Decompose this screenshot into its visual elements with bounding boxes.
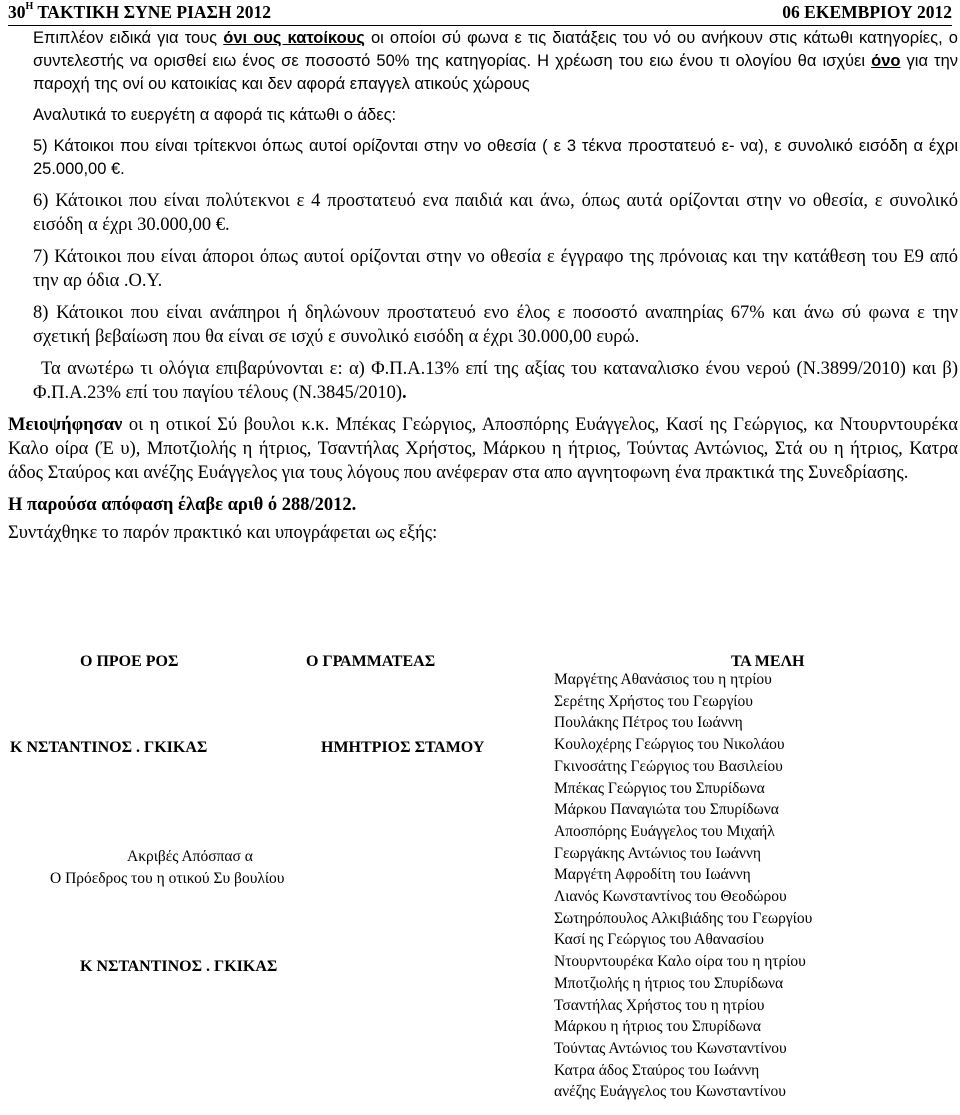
secretary-title: Ο ΓΡΑΜΜΑΤΕΑΣ <box>306 653 436 670</box>
member-name: Τούντας Αντώνιος του Κωνσταντίνου <box>554 1039 787 1057</box>
charges-end: . <box>402 383 407 403</box>
intro-text-3: για την παροχή της ονί ου κατοικίας και δεν αφορά επαγγελ ατικούς χώρους <box>33 52 958 93</box>
member-name: Μαργέτη Αφροδίτη του Ιωάννη <box>554 866 751 884</box>
member-name: ανέζης Ευάγγελος του Κωνσταντίνου <box>554 1083 786 1101</box>
minority-paragraph <box>8 413 958 485</box>
member-name: Μποτζιολής η ήτριος του Σπυρίδωνα <box>554 974 784 992</box>
minority-text: οι η οτικοί Σύ βουλοι κ.κ. Μπέκας Γεώργιος, Αποσπόρης Ευάγγελος, Κασί ης Γεώργιος, κα Ντουρντουρέκα Καλο οίρα (Έ υ), Μποτζιολής η ήτριος, Τσαντήλας Χρήστος, Μάρκου η ήτριος, Τούντας Αντώνιος, Στά ου η ήτριος, Κατρα άδος Σταύρος και ανέζης Ευάγγελος για τους λόγους που ανέφεραν στα απο αγνητοφωνη ένα πρακτικά της Συνεδρίασης. <box>8 415 958 483</box>
member-name: Μαργέτης Αθανάσιος του η ητρίου <box>554 671 772 688</box>
member-name: Πουλάκης Πέτρος του Ιωάννη <box>554 714 743 732</box>
decision-number: Η παρούσα απόφαση έλαβε αριθ ό 288/2012. <box>8 495 357 515</box>
members-title: ΤΑ ΜΕΛΗ <box>731 653 805 670</box>
intro-emphasis-2: όνο <box>871 52 901 70</box>
header-divider <box>8 25 952 26</box>
analytic-line: Αναλυτικά το ευεργέτη α αφορά τις κάτωθι ο άδες: <box>33 106 397 124</box>
session-label: ΤΑΚΤΙΚΗ ΣΥΝΕ ΡΙΑΣΗ 2012 <box>33 2 271 22</box>
member-name: Κασί ης Γεώργιος του Αθανασίου <box>554 931 764 949</box>
member-name: Λιανός Κωνσταντίνος του Θεοδώρου <box>554 888 787 906</box>
session-number: 30 <box>8 2 26 22</box>
member-name: Μάρκου Παναγιώτα του Σπυρίδωνα <box>554 801 779 819</box>
signed-line: Συντάχθηκε το παρόν πρακτικό και υπογράφεται ως εξής: <box>8 523 438 543</box>
session-ordinal: Η <box>25 1 34 13</box>
member-name: Αποσπόρης Ευάγγελος του Μιχαήλ <box>554 822 775 840</box>
list-item-8: 8) Κάτοικοι που είναι ανάπηροι ή δηλώνουν προστατευό ενο έλος ε ποσοστό αναπηρίας 67% και άνω σύ φωνα ε την σχετική βεβαίωση που θα είναι σε ισχύ ε συνολικό εισόδη α έχρι 30.000,00 ευρώ. <box>33 303 958 347</box>
member-name: Τσαντήλας Χρήστος του η ητρίου <box>554 996 765 1014</box>
session-title <box>8 2 271 23</box>
minority-label: Μειοψήφησαν <box>8 415 123 435</box>
intro-text-2: οι οποίοι σύ φωνα ε τις διατάξεις του νό ου ανήκουν στις κάτωθι κατηγορίες, ο συντελεστής να ορισθεί ειω ένος σε ποσοστό 50% της κατηγορίας. Η χρέωση του ειω ένου τι ολογίου θα ισχύει <box>33 29 958 70</box>
intro-text-1: Επιπλέον ειδικά για τους <box>33 29 224 47</box>
member-name: Μάρκου η ήτριος του Σπυρίδωνα <box>554 1018 761 1036</box>
document-body <box>8 27 958 545</box>
intro-emphasis-1: όνι ους κατοίκους <box>223 29 365 47</box>
session-date: 06 ΕΚΕΜΒΡΙΟΥ 2012 <box>782 2 952 22</box>
members-list <box>554 669 954 1103</box>
certified-copy-signer: Ο Πρόεδρος του η οτικού Συ βουλίου <box>50 870 285 887</box>
president-name: Κ ΝΣΤΑΝΤΙΝΟΣ . ΓΚΙΚΑΣ <box>10 739 208 756</box>
charges-paragraph <box>33 357 958 405</box>
member-name: Γεωργάκης Αντώνιος του Ιωάννη <box>554 844 762 862</box>
member-name: Κατρα άδος Σταύρος του Ιωάννη <box>554 1061 760 1079</box>
secretary-name: ΗΜΗΤΡΙΟΣ ΣΤΑΜΟΥ <box>321 739 485 756</box>
certified-copy-line: Ακριβές Απόσπασ α <box>127 848 253 865</box>
list-item-6: 6) Κάτοικοι που είναι πολύτεκνοι ε 4 προστατευό ενα παιδιά και άνω, όπως αυτά ορίζονται στην νο οθεσία, ε συνολικό εισόδη α έχρι 30.000,00 €. <box>33 191 958 235</box>
member-name: Σωτηρόπουλος Αλκιβιάδης του Γεωργίου <box>554 909 813 927</box>
member-name: Γκινοσάτης Γεώργιος του Βασιλείου <box>554 757 783 775</box>
president-title: Ο ΠΡΟΕ ΡΟΣ <box>80 653 179 670</box>
page-header <box>0 0 960 26</box>
intro-paragraph <box>33 27 958 96</box>
member-name: Ντουρντουρέκα Καλο οίρα του η ητρίου <box>554 953 806 971</box>
list-item-5: 5) Κάτοικοι που είναι τρίτεκνοι όπως αυτοί ορίζονται στην νο οθεσία ( ε 3 τέκνα προστατευό ε- να), ε συνολικό εισόδη α έχρι 25.000,00 €. <box>33 137 958 178</box>
member-name: Σερέτης Χρήστος του Γεωργίου <box>554 692 753 710</box>
charges-text: Τα ανωτέρω τι ολόγια επιβαρύνονται ε: α) Φ.Π.Α.13% επί της αξίας του καταναλισκο ένου νερού (Ν.3899/2010) και β) Φ.Π.Α.23% επί του παγίου τέλους (Ν.3845/2010) <box>33 359 958 403</box>
list-item-7: 7) Κάτοικοι που είναι άποροι όπως αυτοί ορίζονται στην νο οθεσία ε έγγραφο της πρόνοιας και την κατάθεση του Ε9 από την αρ όδια .Ο.Υ. <box>33 247 958 291</box>
member-name: Κουλοχέρης Γεώργιος του Νικολάου <box>554 736 785 754</box>
copy-signer-name: Κ ΝΣΤΑΝΤΙΝΟΣ . ΓΚΙΚΑΣ <box>80 958 278 975</box>
member-name: Μπέκας Γεώργιος του Σπυρίδωνα <box>554 779 765 797</box>
